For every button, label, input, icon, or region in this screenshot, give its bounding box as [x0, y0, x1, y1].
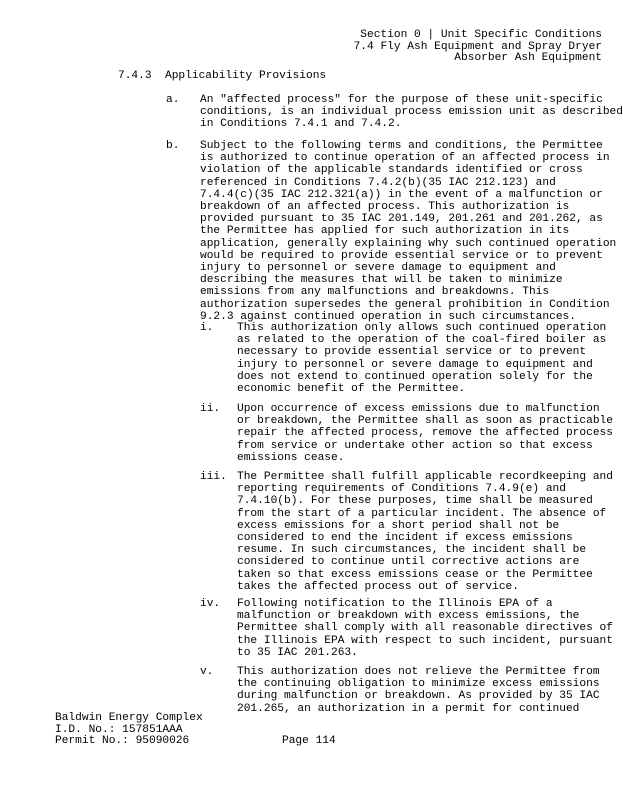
text-line: An "affected process" for the purpose of these unit-specific	[200, 94, 603, 106]
text-line: considered to end the incident if excess emissions	[237, 532, 573, 545]
section-title: 7.4.3 Applicability Provisions	[118, 70, 327, 82]
text-line: The Permittee shall fulfill applicable recordkeeping and	[237, 471, 613, 483]
text-line: authorization supersedes the general prohibition in Condition	[200, 298, 610, 311]
item-marker: b.	[166, 140, 180, 152]
text-line: Subject to the following terms and conditions, the Permittee	[200, 140, 603, 152]
text-line: 7.4.10(b). For these purposes, time shall be measured	[237, 495, 593, 508]
text-line: the continuing obligation to minimize excess emissions	[237, 678, 600, 691]
subitem-iv-text	[237, 598, 613, 659]
subitem-v-text	[237, 666, 600, 715]
subitem-marker: v.	[200, 666, 214, 678]
text-line: referenced in Conditions 7.4.2(b)(35 IAC 212.123) and	[200, 176, 556, 189]
text-line: necessary to provide essential service or to prevent	[237, 346, 587, 359]
text-line: 7.4.4(c)(35 IAC 212.321(a)) in the event of a malfunction or	[200, 188, 603, 201]
item-a-text	[200, 94, 623, 131]
text-line: from service or undertake other action so that excess	[237, 439, 593, 452]
text-line: or breakdown, the Permittee shall as soon as practicable	[237, 415, 613, 428]
text-line: violation of the applicable standards identified or cross	[200, 164, 583, 177]
text-line: considered to continue until corrective actions are	[237, 556, 580, 569]
text-line: provided pursuant to 35 IAC 201.149, 201.261 and 201.262, as	[200, 213, 603, 226]
header-line: 7.4 Fly Ash Equipment and Spray Dryer	[353, 40, 602, 53]
subitem-i-text	[237, 322, 607, 396]
text-line: Permittee shall comply with all reasonable directives of	[237, 622, 613, 635]
page-number: Page 114	[282, 735, 336, 747]
text-line: to 35 IAC 201.263.	[237, 646, 358, 659]
text-line: This authorization only allows such continued operation	[237, 322, 607, 334]
text-line: does not extend to continued operation solely for the	[237, 370, 593, 383]
item-b-text	[200, 140, 617, 323]
text-line: the Permittee has applied for such authorization in its	[200, 225, 570, 238]
subitem-marker: ii.	[200, 403, 221, 415]
text-line: emissions from any malfunctions and breakdowns. This	[200, 286, 550, 299]
text-line: Upon occurrence of excess emissions due to malfunction	[237, 403, 600, 415]
footer-line: I.D. No.: 157851AAA	[55, 723, 183, 736]
text-line: economic benefit of the Permittee.	[237, 383, 466, 396]
text-line: excess emissions for a short period shall not be	[237, 519, 560, 532]
text-line: is authorized to continue operation of an affected process in	[200, 152, 610, 165]
text-line: breakdown of an affected process. This authorization is	[200, 201, 570, 214]
text-line: repair the affected process, remove the affected process	[237, 427, 613, 440]
text-line: injury to personnel or severe damage to equipment and	[237, 358, 593, 371]
text-line: describing the measures that will be taken to minimize	[200, 274, 563, 287]
text-line: emissions cease.	[237, 451, 345, 464]
subitem-iii-text	[237, 471, 613, 593]
subitem-marker: iii.	[200, 471, 227, 483]
footer-line: Permit No.: 95090026	[55, 735, 190, 748]
text-line: injury to personnel or severe damage to equipment and	[200, 262, 556, 275]
header-line: Absorber Ash Equipment	[454, 52, 602, 65]
item-marker: a.	[166, 94, 180, 106]
text-line: from the start of a particular incident. The absence of	[237, 507, 607, 520]
text-line: conditions, is an individual process emission unit as described	[200, 106, 623, 119]
text-line: 201.265, an authorization in a permit for continued	[237, 702, 580, 715]
text-line: reporting requirements of Conditions 7.4.9(e) and	[237, 483, 566, 496]
text-line: resume. In such circumstances, the incident shall be	[237, 544, 587, 557]
page-footer	[55, 713, 203, 748]
text-line: in Conditions 7.4.1 and 7.4.2.	[200, 118, 402, 131]
text-line: would be required to provide essential service or to prevent	[200, 249, 603, 262]
text-line: takes the affected process out of service.	[237, 580, 519, 593]
subitem-marker: i.	[200, 322, 214, 334]
text-line: Following notification to the Illinois EPA of a	[237, 598, 553, 610]
text-line: malfunction or breakdown with excess emissions, the	[237, 610, 580, 623]
text-line: taken so that excess emissions cease or the Permittee	[237, 568, 593, 581]
subitem-marker: iv.	[200, 598, 221, 610]
text-line: application, generally explaining why such continued operation	[200, 237, 617, 250]
text-line: as related to the operation of the coal-fired boiler as	[237, 334, 607, 347]
subitem-ii-text	[237, 403, 613, 464]
header-line: Section 0 | Unit Specific Conditions	[360, 29, 602, 41]
page-header	[354, 30, 602, 65]
text-line: 9.2.3 against continued operation in such circumstances.	[200, 310, 576, 323]
text-line: the Illinois EPA with respect to such incident, pursuant	[237, 634, 613, 647]
text-line: during malfunction or breakdown. As provided by 35 IAC	[237, 690, 600, 703]
footer-line: Baldwin Energy Complex	[55, 712, 203, 724]
text-line: This authorization does not relieve the Permittee from	[237, 666, 600, 678]
